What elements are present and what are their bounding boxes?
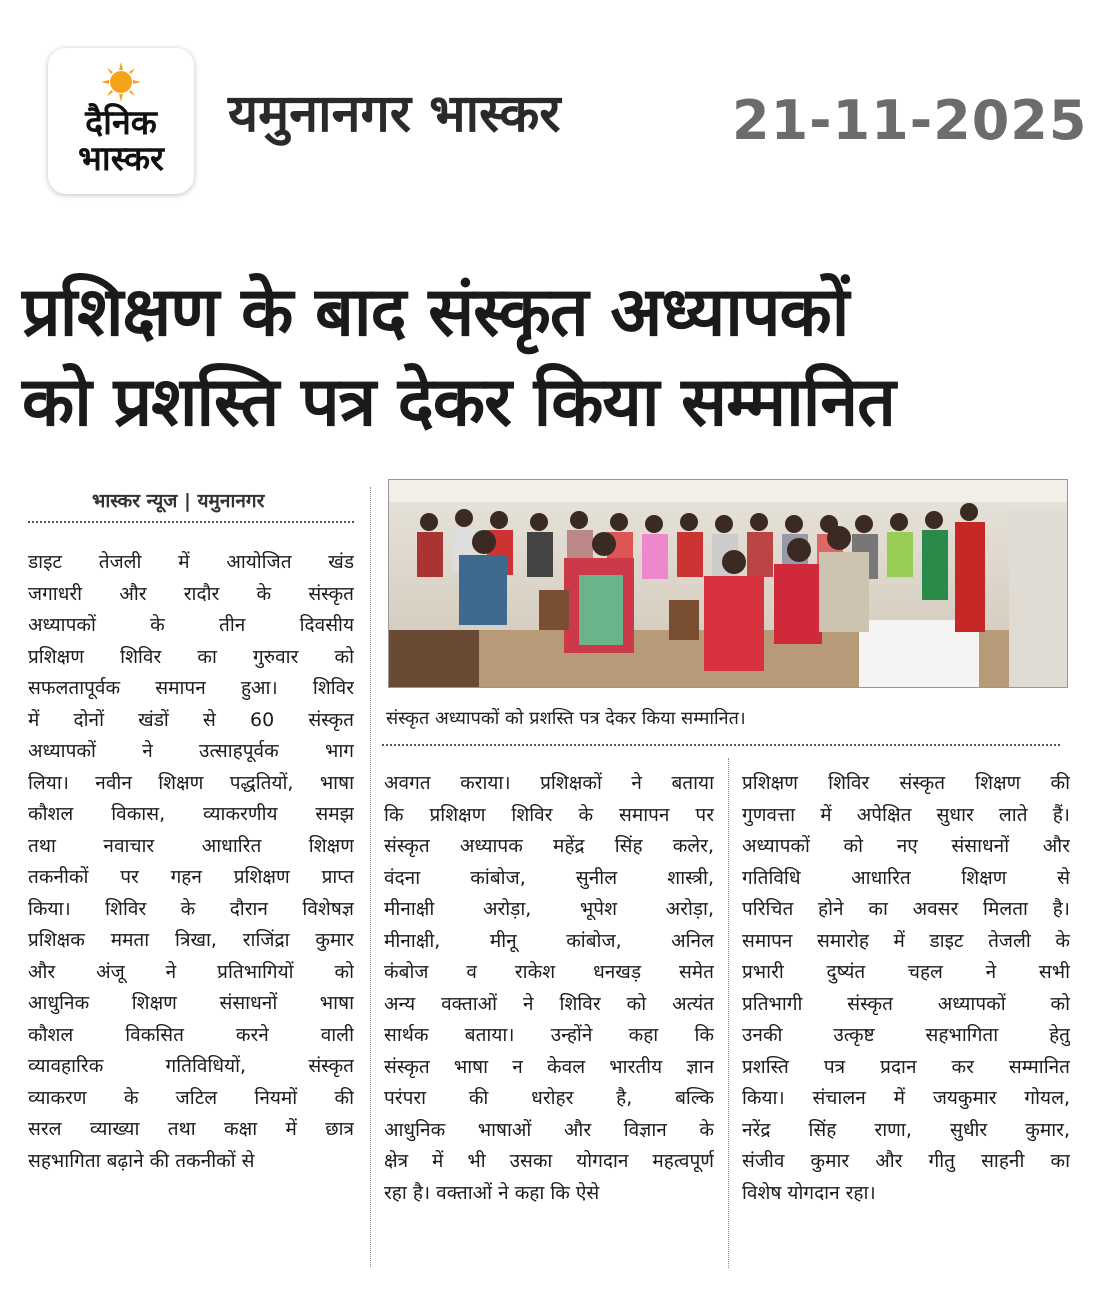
edition-date: 21-11-2025: [732, 89, 1088, 152]
article-text-line: कि प्रशिक्षण शिविर के समापन पर: [384, 803, 714, 826]
article-text-line: कंबोज व राकेश धनखड़ समेत: [384, 961, 714, 983]
article-text-line: उनकी उत्कृष्ट सहभागिता हेतु: [742, 1024, 1070, 1046]
article-text-line: परंपरा की धरोहर है, बल्कि: [384, 1087, 714, 1109]
article-text-line: क्षेत्र में भी उसका योगदान महत्वपूर्ण: [384, 1150, 714, 1172]
article-text-line: किया। संचालन में जयकुमार गोयल,: [742, 1087, 1070, 1109]
article-text-line: प्रशिक्षक ममता त्रिखा, राजिंद्रा कुमार: [28, 929, 354, 951]
article-text-line: संस्कृत अध्यापक महेंद्र सिंह कलेर,: [384, 835, 714, 857]
column-divider: [728, 758, 729, 1268]
article-text-line: समापन समारोह में डाइट तेजली के: [742, 929, 1070, 952]
byline-divider: [28, 521, 354, 523]
article-text-line: सफलतापूर्वक समापन हुआ। शिविर: [28, 677, 354, 699]
article-text-line: किया। शिविर के दौरान विशेषज्ञ: [28, 897, 354, 920]
edition-title: यमुनानगर भास्कर: [228, 84, 561, 144]
article-text-line: लिया। नवीन शिक्षण पद्धतियों, भाषा: [28, 771, 354, 794]
article-text-line: सहभागिता बढ़ाने की तकनीकों से: [28, 1149, 255, 1172]
article-text-line: परिचित होने का अवसर मिलता है।: [742, 898, 1070, 920]
logo-text-dainik: दैनिक: [85, 103, 157, 143]
article-text-line: अध्यापकों को नए संसाधनों और: [742, 835, 1070, 857]
article-text-line: व्यावहारिक गतिविधियों, संस्कृत: [28, 1055, 354, 1077]
article-text-line: में दोनों खंडों से 60 संस्कृत: [28, 708, 354, 731]
article-headline: [22, 268, 1082, 448]
article-text-line: सार्थक बताया। उन्होंने कहा कि: [384, 1024, 714, 1046]
article-text-line: कौशल विकसित करने वाली: [28, 1023, 354, 1046]
article-text-line: मीनाक्षी, मीनू कांबोज, अनिल: [384, 929, 714, 952]
article-text-line: कौशल विकास, व्याकरणीय समझ: [28, 803, 354, 825]
teachers-group-photo: [389, 480, 1067, 687]
article-text-line: प्रशिक्षण शिविर का गुरुवार को: [28, 645, 354, 668]
article-text-line: अवगत कराया। प्रशिक्षकों ने बताया: [384, 772, 714, 794]
article-column-3: [742, 768, 1070, 1209]
article-text-line: संस्कृत भाषा न केवल भारतीय ज्ञान: [384, 1055, 714, 1078]
logo-text-bhaskar: भास्कर: [78, 139, 164, 179]
article-text-line: व्याकरण के जटिल नियमों की: [28, 1086, 354, 1109]
article-text-line: सरल व्याख्या तथा कक्षा में छात्र: [28, 1118, 354, 1140]
caption-divider: [382, 744, 1060, 746]
app-header: [0, 0, 1098, 210]
article-text-line: डाइट तेजली में आयोजित खंड: [28, 551, 354, 573]
article-text-line: विशेष योगदान रहा।: [742, 1181, 876, 1204]
article-text-line: अन्य वक्ताओं ने शिविर को अत्यंत: [384, 992, 714, 1015]
article-text-line: अध्यापकों के तीन दिवसीय: [28, 614, 354, 636]
dainik-bhaskar-logo[interactable]: [48, 48, 194, 194]
article-column-1: [28, 547, 354, 1177]
article-text-line: वंदना कांबोज, सुनील शास्त्री,: [384, 866, 714, 889]
sun-icon: [101, 62, 141, 102]
article-column-2: [384, 768, 714, 1209]
article-text-line: प्रतिभागी संस्कृत अध्यापकों को: [742, 992, 1070, 1015]
headline-line: को प्रशस्ति पत्र देकर किया सम्मानित: [22, 363, 895, 442]
article-text-line: नरेंद्र सिंह राणा, सुधीर कुमार,: [742, 1118, 1070, 1141]
article-text-line: प्रशस्ति पत्र प्रदान कर सम्मानित: [742, 1055, 1070, 1078]
article-text-line: तकनीकों पर गहन प्रशिक्षण प्राप्त: [28, 866, 354, 888]
article-text-line: अध्यापकों ने उत्साहपूर्वक भाग: [28, 740, 354, 762]
article-text-line: संजीव कुमार और गीतु साहनी का: [742, 1150, 1070, 1172]
article-text-line: मीनाक्षी अरोड़ा, भूपेश अरोड़ा,: [384, 898, 714, 920]
article-text-line: प्रशिक्षण शिविर संस्कृत शिक्षण की: [742, 772, 1070, 794]
photo-caption: संस्कृत अध्यापकों को प्रशस्ति पत्र देकर किया सम्मानित।: [386, 708, 746, 729]
article-text-line: प्रभारी दुष्यंत चहल ने सभी: [742, 961, 1070, 983]
article-text-line: आधुनिक भाषाओं और विज्ञान के: [384, 1118, 714, 1141]
article-photo[interactable]: [388, 479, 1068, 688]
article-text-line: और अंजू ने प्रतिभागियों को: [28, 960, 354, 983]
article-text-line: जगाधरी और रादौर के संस्कृत: [28, 582, 354, 605]
article-text-line: तथा नवाचार आधारित शिक्षण: [28, 834, 354, 857]
article-text-line: गुणवत्ता में अपेक्षित सुधार लाते हैं।: [742, 803, 1070, 826]
article-text-line: आधुनिक शिक्षण संसाधनों भाषा: [28, 992, 354, 1014]
article-byline: भास्कर न्यूज | यमुनानगर: [92, 490, 265, 512]
article-text-line: गतिविधि आधारित शिक्षण से: [742, 866, 1070, 889]
column-divider: [370, 487, 371, 1267]
headline-line: प्रशिक्षण के बाद संस्कृत अध्यापकों: [22, 273, 849, 352]
article-text-line: रहा है। वक्ताओं ने कहा कि ऐसे: [384, 1181, 600, 1204]
